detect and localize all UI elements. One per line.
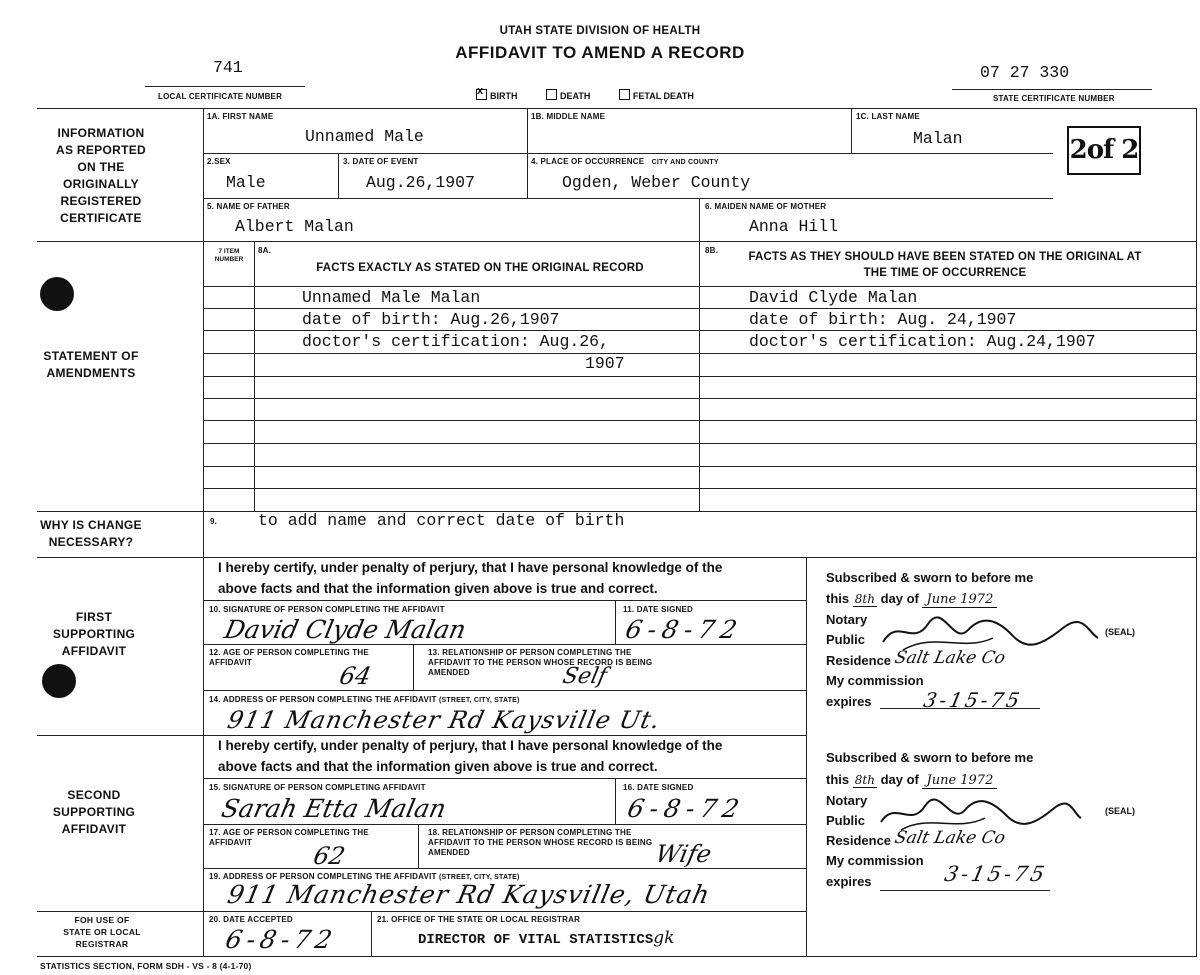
punch-hole-top (40, 277, 74, 311)
addr1-value: 911 Manchester Rd Kaysville Ut. (225, 706, 664, 734)
col-b-heading: FACTS AS THEY SHOULD HAVE BEEN STATED ON THE ORIGINAL AT THE TIME OF OCCURRENCE (748, 251, 1142, 279)
age1-label-text: 12. AGE OF PERSON COMPLETING THE AFFIDAVIT (209, 648, 369, 667)
original-fact-line-4: 1907 (585, 354, 625, 373)
age2-value: 62 (311, 842, 348, 870)
rel1-label-text: 13. RELATIONSHIP OF PERSON COMPLETING THE AFFIDAVIT TO THE PERSON WHOSE RECORD IS BEING AMENDED (428, 648, 653, 677)
notary2-this: this (826, 772, 850, 787)
birth-checkbox[interactable] (476, 89, 487, 100)
corrected-fact-line-1: David Clyde Malan (749, 288, 918, 307)
registrar-title-text: DIRECTOR OF VITAL STATISTICS (418, 932, 654, 948)
mother-label: 6. MAIDEN NAME OF MOTHER (705, 202, 827, 211)
page-badge: 2of 2 (1067, 126, 1141, 175)
original-fact-line-3: doctor's certification: Aug.26, (302, 332, 609, 351)
notary1-expires-label: expires (826, 694, 872, 709)
col-a-heading: FACTS EXACTLY AS STATED ON THE ORIGINAL RECORD (316, 262, 644, 274)
notary2-commission-label: My commission (826, 853, 924, 868)
first-name-label: 1A. FIRST NAME (207, 112, 274, 121)
addr1-sublabel: (STREET, CITY, STATE) (439, 697, 520, 704)
place-sublabel: CITY AND COUNTY (651, 159, 719, 166)
section-second-affidavit: SECOND SUPPORTING AFFIDAVIT (52, 788, 136, 836)
notary2-residence: Salt Lake Co (892, 828, 1008, 848)
section-original-info: INFORMATION AS REPORTED ON THE ORIGINALLY REGISTERED CERTIFICATE (56, 126, 146, 225)
form-footer: STATISTICS SECTION, FORM SDH - VS - 8 (4-1-70) (40, 961, 252, 971)
notary1-dayof: day of (880, 591, 919, 606)
notary1-public-label: Public (826, 632, 866, 647)
rel1-label (428, 648, 658, 678)
why-reason: to add name and correct date of birth (258, 511, 625, 530)
state-cert-number: 07 27 330 (980, 63, 1070, 82)
notary2-day: 8th (854, 773, 875, 787)
original-fact-line-1: Unnamed Male Malan (302, 288, 481, 307)
col-a-number: 8A. (258, 246, 272, 255)
age2-label (209, 828, 409, 848)
notary2-line2 (826, 772, 997, 788)
section-amendments: STATEMENT OF AMENDMENTS (43, 349, 139, 380)
place-label (531, 157, 719, 166)
registrar-office-label: 21. OFFICE OF THE STATE OR LOCAL REGISTRAR (377, 915, 581, 924)
item-number-label: 7 ITEM NUMBER (214, 248, 244, 263)
notary2-month-year: June 1972 (922, 773, 997, 789)
addr2-value: 911 Manchester Rd Kaysville, Utah (224, 880, 714, 909)
punch-hole-bottom (42, 664, 76, 698)
rel2-value: Wife (653, 840, 714, 868)
notary2-expires: 3-15-75 (942, 862, 1050, 886)
certify-statement-1: I hereby certify, under penalty of perjury, that I have personal knowledge of the above facts and that the information given above is true and correct. (218, 560, 723, 596)
rel2-label (428, 828, 658, 858)
notary2-public-label: Public (826, 813, 866, 828)
age1-label (209, 648, 409, 668)
father-label: 5. NAME OF FATHER (207, 202, 290, 211)
date2-label: 16. DATE SIGNED (623, 783, 694, 792)
rel1-value: Self (560, 664, 609, 689)
local-cert-number: 741 (213, 58, 243, 77)
death-checkbox[interactable] (546, 89, 557, 100)
date2-value: 6-8-72 (624, 794, 748, 823)
section-registrar-use: FOH USE OF STATE OR LOCAL REGISTRAR (63, 915, 141, 949)
col-b-number: 8B. (705, 246, 719, 255)
death-label: DEATH (560, 91, 591, 101)
addr1-label (209, 695, 520, 704)
notary2-seal: (SEAL) (1105, 806, 1135, 816)
notary2-dayof: day of (880, 772, 919, 787)
notary2-notary-label: Notary (826, 793, 868, 808)
last-name-label: 1C. LAST NAME (856, 112, 920, 121)
notary1-this: this (826, 591, 850, 606)
fetal-death-label: FETAL DEATH (632, 91, 694, 101)
notary1-notary-label: Notary (826, 612, 868, 627)
registrar-initials: gk (653, 928, 675, 948)
sex-value: Male (226, 173, 266, 192)
notary1-commission-label: My commission (826, 673, 924, 688)
state-cert-label: STATE CERTIFICATE NUMBER (993, 94, 1115, 103)
addr2-sublabel: (STREET, CITY, STATE) (439, 874, 520, 881)
middle-name-label: 1B. MIDDLE NAME (531, 112, 606, 121)
registrar-title (418, 928, 674, 948)
date1-label: 11. DATE SIGNED (623, 605, 693, 614)
notary1-expires: 3-15-75 (921, 688, 1025, 712)
corrected-fact-line-2: date of birth: Aug. 24,1907 (749, 310, 1017, 329)
section-why: WHY IS CHANGE NECESSARY? (40, 518, 142, 549)
notary2-expires-label: expires (826, 874, 872, 889)
accepted-value: 6-8-72 (222, 925, 340, 954)
notary2-residence-label: Residence (826, 833, 892, 848)
last-name-value: Malan (913, 129, 963, 148)
sig2-value: Sarah Etta Malan (218, 794, 449, 823)
first-name-value: Unnamed Male (305, 127, 424, 146)
section-first-affidavit: FIRST SUPPORTING AFFIDAVIT (52, 610, 136, 658)
sex-label: 2.SEX (207, 157, 231, 166)
date1-value: 6-8-72 (622, 615, 746, 644)
addr2-label-text: 19. ADDRESS OF PERSON COMPLETING THE AFFIDAVIT (209, 872, 437, 881)
accepted-label: 20. DATE ACCEPTED (209, 915, 293, 924)
original-fact-line-2: date of birth: Aug.26,1907 (302, 310, 560, 329)
age1-value: 64 (337, 662, 374, 690)
place-value: Ogden, Weber County (562, 173, 751, 192)
date-of-event-value: Aug.26,1907 (366, 173, 475, 192)
notary1-residence: Salt Lake Co (892, 648, 1008, 668)
certify-statement-2: I hereby certify, under penalty of perjury, that I have personal knowledge of the above facts and that the information given above is true and correct. (218, 738, 723, 774)
sig2-label: 15. SIGNATURE OF PERSON COMPLETING AFFIDAVIT (209, 783, 426, 792)
why-number: 9. (210, 517, 218, 526)
age2-label-text: 17. AGE OF PERSON COMPLETING THE AFFIDAVIT (209, 828, 369, 847)
notary1-line1: Subscribed & sworn to before me (826, 570, 1034, 585)
addr1-label-text: 14. ADDRESS OF PERSON COMPLETING THE AFFIDAVIT (209, 695, 437, 704)
notary1-month-year: June 1972 (922, 592, 997, 608)
sig1-label: 10. SIGNATURE OF PERSON COMPLETING THE AFFIDAVIT (209, 605, 445, 614)
local-cert-label: LOCAL CERTIFICATE NUMBER (158, 92, 283, 101)
place-label-text: 4. PLACE OF OCCURRENCE (531, 157, 645, 166)
notary1-day: 8th (854, 592, 875, 606)
notary1-residence-label: Residence (826, 653, 892, 668)
fetal-death-checkbox[interactable] (619, 89, 630, 100)
record-type-checkboxes (476, 89, 694, 101)
notary2-line1: Subscribed & sworn to before me (826, 750, 1034, 765)
mother-value: Anna Hill (749, 217, 839, 236)
date-of-event-label: 3. DATE OF EVENT (343, 157, 419, 166)
rel2-label-text: 18. RELATIONSHIP OF PERSON COMPLETING THE AFFIDAVIT TO THE PERSON WHOSE RECORD IS BEING AMENDED (428, 828, 653, 857)
notary1-line2 (826, 591, 997, 607)
sig1-value: David Clyde Malan (221, 615, 469, 644)
notary1-seal: (SEAL) (1105, 627, 1135, 637)
father-value: Albert Malan (235, 217, 354, 236)
agency-name: UTAH STATE DIVISION OF HEALTH (499, 25, 701, 37)
form-title: AFFIDAVIT TO AMEND A RECORD (455, 43, 745, 62)
corrected-fact-line-3: doctor's certification: Aug.24,1907 (749, 332, 1096, 351)
birth-label: BIRTH (490, 91, 518, 101)
